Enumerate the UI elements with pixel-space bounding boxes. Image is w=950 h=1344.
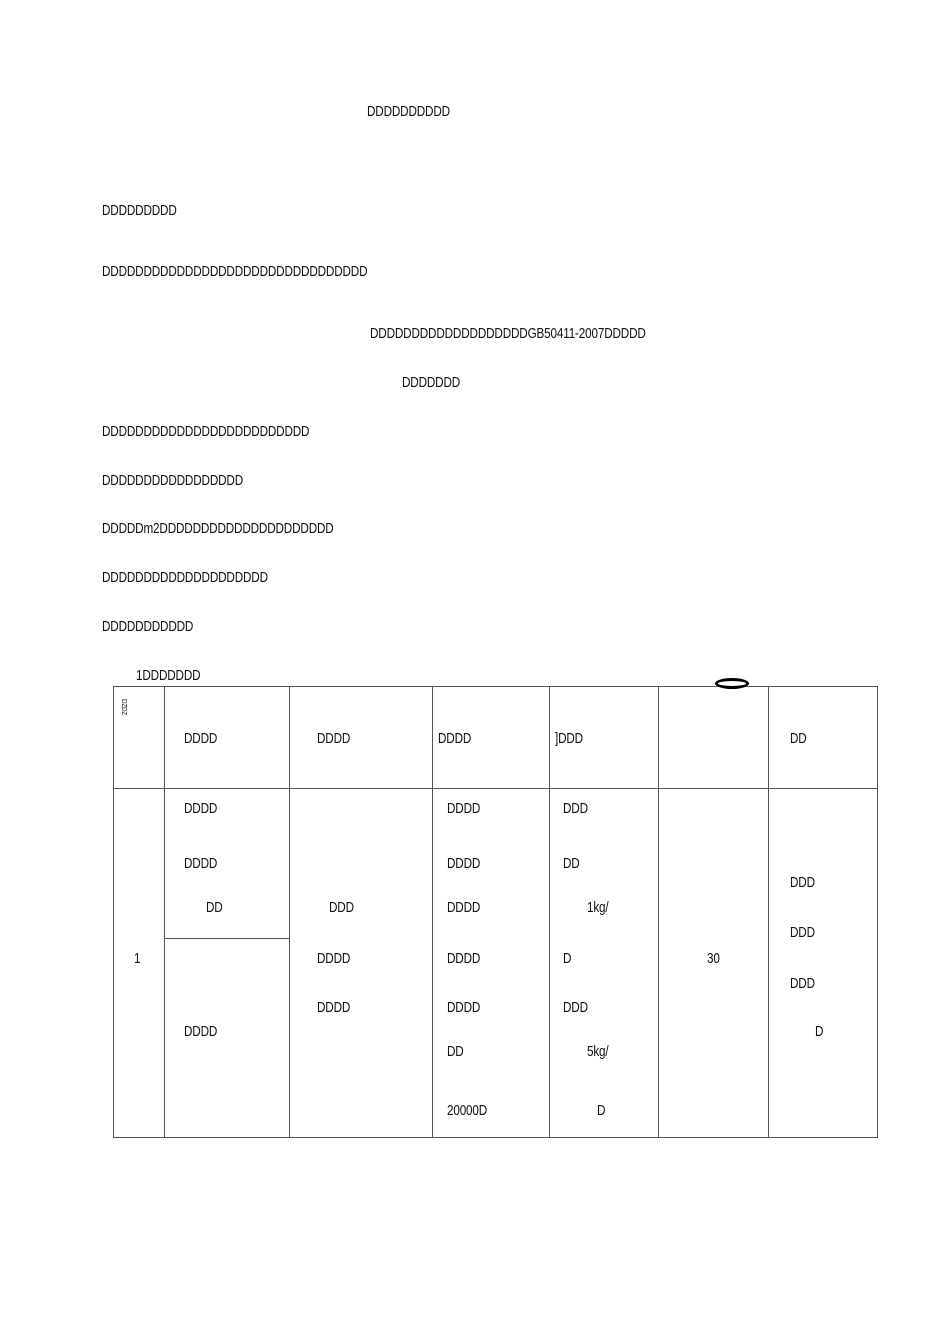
subheading: DDDDDDD: [402, 374, 461, 391]
table-column-divider: [658, 686, 659, 1138]
table-cell: DD: [206, 899, 223, 916]
table-border-left: [113, 686, 114, 1138]
table-cell: DDDD: [184, 800, 218, 817]
table-header-cell: DDDD: [317, 730, 351, 747]
table-cell: DDDD: [447, 855, 481, 872]
list-item: DDDDDDDDDDDDDDDDDDDD: [102, 569, 268, 586]
table-cell: DDDD: [447, 800, 481, 817]
table-cell: D: [597, 1102, 606, 1119]
table-caption: 1DDDDDDD: [136, 667, 201, 684]
table-border-top: [113, 686, 878, 687]
table-header-divider: [113, 788, 878, 789]
list-item: DDDDDDDDDDD: [102, 618, 194, 635]
table-cell: DD: [563, 855, 580, 872]
list-item: DDDDDDDDDDDDDDDDDDDDDDDDD: [102, 423, 310, 440]
table-cell: DDD: [790, 924, 815, 941]
table-cell: DDD: [563, 800, 588, 817]
table-cell: 30: [707, 950, 720, 967]
table-border-bottom: [113, 1137, 878, 1138]
table-column-divider: [432, 686, 433, 1138]
table-cell: DDDD: [447, 999, 481, 1016]
table-header-cell: DDDD: [438, 730, 472, 747]
table-cell: 1kg/: [587, 899, 609, 916]
table-column-divider: [164, 686, 165, 1138]
table-header-cell: DDDD: [184, 730, 218, 747]
table-cell: DDDD: [447, 950, 481, 967]
table-cell: DDD: [790, 975, 815, 992]
standard-reference: DDDDDDDDDDDDDDDDDDDGB50411-2007DDDDD: [370, 325, 646, 342]
table-header-cell: ]DDD: [555, 730, 583, 747]
table-cell: DDDD: [317, 999, 351, 1016]
table-cell: D: [563, 950, 572, 967]
table-cell: DDDD: [184, 1023, 218, 1040]
table-cell: DDD: [563, 999, 588, 1016]
table-header-cell: DZDZ: [120, 699, 127, 716]
table-cell: DDDD: [184, 855, 218, 872]
table-cell-divider: [164, 938, 290, 939]
table-row-number: 1: [134, 950, 141, 967]
table-cell: DD: [447, 1043, 464, 1060]
oval-mark: [715, 678, 749, 689]
list-item: DDDDDm2DDDDDDDDDDDDDDDDDDDDD: [102, 520, 334, 537]
table-cell: DDD: [329, 899, 354, 916]
table-border-right: [877, 686, 878, 1138]
section-heading: DDDDDDDDD: [102, 202, 177, 219]
list-item: DDDDDDDDDDDDDDDDD: [102, 472, 243, 489]
table-cell: DDD: [790, 874, 815, 891]
table-cell: DDDD: [317, 950, 351, 967]
table-column-divider: [549, 686, 550, 1138]
document-title: DDDDDDDDDD: [367, 103, 450, 120]
table-cell: D: [815, 1023, 824, 1040]
intro-paragraph: DDDDDDDDDDDDDDDDDDDDDDDDDDDDDDDD: [102, 263, 368, 280]
table-column-divider: [289, 686, 290, 1138]
table-cell: DDDD: [447, 899, 481, 916]
table-cell: 5kg/: [587, 1043, 609, 1060]
table-column-divider: [768, 686, 769, 1138]
table-header-cell: DD: [790, 730, 807, 747]
table-cell: 20000D: [447, 1102, 488, 1119]
